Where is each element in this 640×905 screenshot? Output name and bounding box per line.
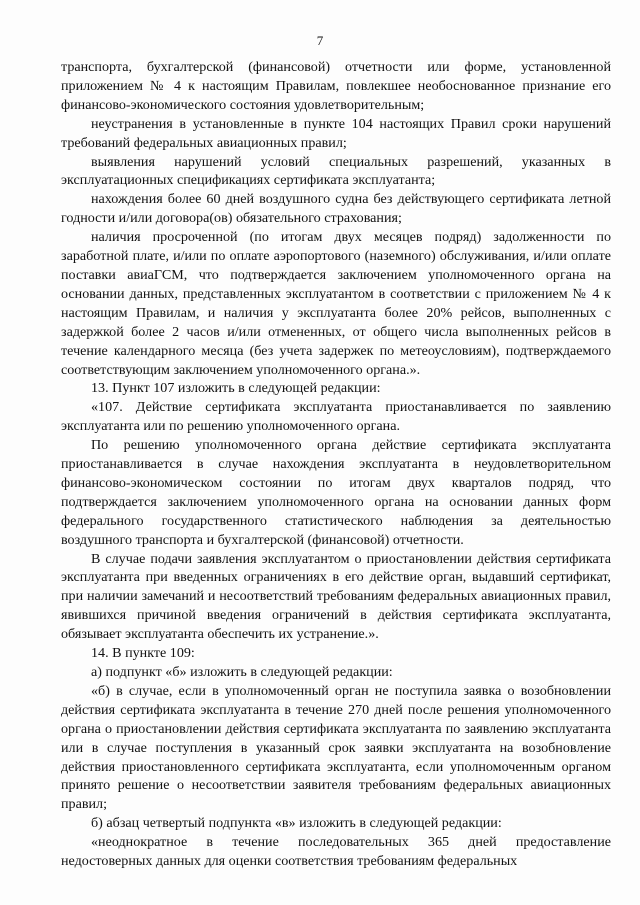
document-body	[61, 58, 611, 871]
paragraph: б) абзац четвертый подпункта «в» изложить в следующей редакции:	[91, 815, 502, 832]
paragraph: а) подпункт «б» изложить в следующей редакции:	[91, 664, 393, 680]
paragraph: В случае подачи заявления эксплуатантом о приостановлении действия сертификата эксплуатанта при введенных ограничениях в его действие орган, выдавший сертификат, при наличии замечаний и несоответствий требованиям федеральных авиационных правил, явившихся причиной введения ограничений в действия сертификата эксплуатанта, обязывает эксплуатанта обеспечить их устранение.».	[61, 550, 611, 643]
paragraph: 13. Пункт 107 изложить в следующей редакции:	[91, 380, 381, 397]
paragraph: «неоднократное в течение последовательных 365 дней предоставление недостоверных данных для оценки соответствия требованиям федеральных	[61, 834, 611, 870]
paragraph: 14. В пункте 109:	[91, 645, 195, 662]
paragraph: выявления нарушений условий специальных разрешений, указанных в эксплуатационных спецификациях сертификата эксплуатанта;	[61, 153, 611, 189]
paragraph: нахождения более 60 дней воздушного судна без действующего сертификата летной годности и/или договора(ов) обязательного страхования;	[61, 191, 611, 227]
paragraph: транспорта, бухгалтерской (финансовой) отчетности или форме, установленной приложением № 4 к настоящим Правилам, повлекшее необоснованное признание его финансово-экономического состояния удовлетворительным;	[61, 59, 611, 113]
paragraph: По решению уполномоченного органа действие сертификата эксплуатанта приостанавливается в случае нахождения эксплуатанта в неудовлетворительном финансово-экономическом состоянии по итогам двух кварталов подряд, что подтверждается заключением уполномоченного органа на основании данных форм федерального государственного статистического наблюдения за деятельностью воздушного транспорта и бухгалтерской (финансовой) отчетности.	[61, 437, 611, 548]
paragraph: неустранения в установленные в пункте 104 настоящих Правил сроки нарушений требований федеральных авиационных правил;	[61, 115, 611, 151]
paragraph: наличия просроченной (по итогам двух месяцев подряд) задолженности по заработной плате, и/или по оплате аэропортового (наземного) обслуживания, и/или оплате поставки авиаГСМ, что подтверждается заключением уполномоченного органа на основании данных, представленных эксплуатантом в соответствии с приложением № 4 к настоящим Правилам, и наличия у эксплуатанта более 20% рейсов, выполненных с задержкой более 2 часов и/или отмененных, от общего числа выполненных рейсов в течение календарного месяца (без учета задержек по метеоусловиям), подтверждаемого соответствующим заключением уполномоченного органа.».	[61, 229, 611, 378]
paragraph: «б) в случае, если в уполномоченный орган не поступила заявка о возобновлении действия сертификата эксплуатанта в течение 270 дней после решения уполномоченного органа о приостановлении действия сертификата эксплуатанта по заявлению эксплуатанта или в случае поступления в указанный срок заявки эксплуатанта на возобновление действия приостановленного сертификата эксплуатанта, если уполномоченным органом принято решение о несоответствии заявителя требованиям федеральных авиационных правил;	[61, 682, 611, 813]
page-number: 7	[316, 33, 324, 48]
paragraph: «107. Действие сертификата эксплуатанта приостанавливается по заявлению эксплуатанта или по решению уполномоченного органа.	[61, 399, 611, 435]
